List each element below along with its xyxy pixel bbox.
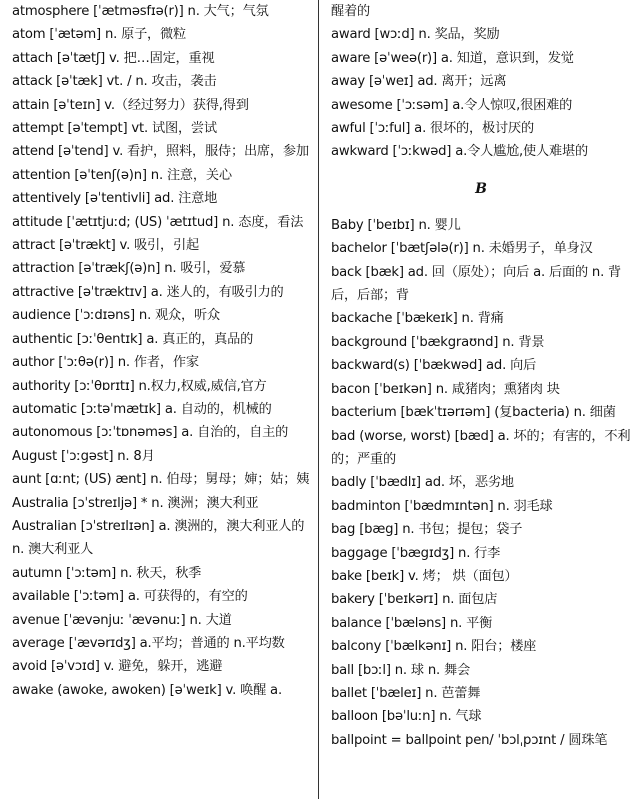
entry-atom: atom [ˈætəm] n. 原子，微粒 xyxy=(12,27,187,43)
entry-august: August [ˈɔːgəst] n. 8月 xyxy=(12,448,155,464)
entry-attitude: attitude [ˈætɪtjuːd; (US) ˈætɪtud] n. 态度，看法 xyxy=(12,214,304,230)
entry-attach: attach [əˈtætʃ] v. 把…固定，重视 xyxy=(12,50,215,66)
entry-bacterium: bacterium [bækˈtɪərɪəm] (复bacteria) n. 细菌 xyxy=(331,405,616,421)
entry-awake-continued: 醒着的 xyxy=(331,4,370,19)
entry-available: available [ˈɔːtəm] a. 可获得的，有空的 xyxy=(12,589,248,605)
entry-aunt: aunt [ɑːnt; (US) ænt] n. 伯母；舅母；婶；姑；姨 xyxy=(12,472,310,488)
entry-bachelor: bachelor [ˈbætʃələ(r)] n. 未婚男子，单身汉 xyxy=(331,241,593,257)
entry-background: background [ˈbækgraʊnd] n. 背景 xyxy=(331,334,545,350)
entry-attempt: attempt [əˈtempt] vt. 试图，尝试 xyxy=(12,121,217,137)
entry-away: away [əˈweɪ] ad. 离开；远离 xyxy=(331,74,507,90)
entry-attention: attention [əˈtenʃ(ə)n] n. 注意，关心 xyxy=(12,167,232,183)
entry-awake: awake (awoke, awoken) [əˈweɪk] v. 唤醒 a. xyxy=(12,682,282,698)
entry-bad: bad (worse, worst) [bæd] a. 坏的；有害的，不利的；严重的 xyxy=(331,428,631,467)
entry-badminton: badminton [ˈbædmɪntən] n. 羽毛球 xyxy=(331,498,553,514)
entry-avenue: avenue [ˈævənjuː ˈævənuː] n. 大道 xyxy=(12,612,232,628)
entry-authentic: authentic [ɔːˈθentɪk] a. 真正的，真品的 xyxy=(12,331,254,347)
entry-author: author [ˈɔːθə(r)] n. 作者，作家 xyxy=(12,355,199,371)
entry-ballpoint: ballpoint = ballpoint pen/ ˈbɔlˌpɔɪnt / 圆珠笔 xyxy=(331,732,608,748)
entry-bacon: bacon [ˈbeɪkən] n. 咸猪肉；熏猪肉 块 xyxy=(331,381,560,397)
entry-ball: ball [bɔːl] n. 球 n. 舞会 xyxy=(331,662,471,678)
entry-authority: authority [ɔːˈθɒrɪtɪ] n.权力,权威,威信,官方 xyxy=(12,378,267,394)
entry-attain: attain [əˈteɪn] v.（经过努力）获得,得到 xyxy=(12,97,249,113)
entry-attend: attend [əˈtend] v. 看护，照料，服侍；出席，参加 xyxy=(12,144,309,160)
entry-backwards: backward(s) [ˈbækwəd] ad. 向后 xyxy=(331,358,537,374)
entry-attract: attract [əˈtrækt] v. 吸引，引起 xyxy=(12,238,200,254)
entry-ballet: ballet [ˈbæleɪ] n. 芭蕾舞 xyxy=(331,685,481,701)
right-column xyxy=(331,0,631,799)
entry-average: average [ˈævərɪdʒ] a.平均；普通的 n.平均数 xyxy=(12,635,285,651)
entry-audience: audience [ˈɔːdɪəns] n. 观众，听众 xyxy=(12,308,220,324)
entry-atmosphere: atmosphere [ˈætməsfɪə(r)] n. 大气；气氛 xyxy=(12,4,269,19)
entry-autumn: autumn [ˈɔːtəm] n. 秋天，秋季 xyxy=(12,565,202,581)
entry-awful: awful [ˈɔːful] a. 很坏的，极讨厌的 xyxy=(331,121,534,137)
entry-baggage: baggage [ˈbægɪdʒ] n. 行李 xyxy=(331,545,501,561)
entry-autonomous: autonomous [ɔːˈtɒnəməs] a. 自治的，自主的 xyxy=(12,425,289,441)
entry-awesome: awesome [ˈɔːsəm] a.令人惊叹,很困难的 xyxy=(331,97,573,113)
entry-back: back [bæk] ad. 回（原处）；向后 a. 后面的 n. 背后，后部；背 xyxy=(331,264,622,304)
entry-bakery: bakery [ˈbeɪkərɪ] n. 面包店 xyxy=(331,592,498,608)
entry-balcony: balcony [ˈbælkənɪ] n. 阳台；楼座 xyxy=(331,639,537,655)
entry-balance: balance [ˈbæləns] n. 平衡 xyxy=(331,615,493,631)
entry-balloon: balloon [bəˈluːn] n. 气球 xyxy=(331,709,482,725)
entry-baby: Baby [ˈbeɪbɪ] n. 婴儿 xyxy=(331,217,461,233)
entry-attack: attack [əˈtæk] vt. / n. 攻击，袭击 xyxy=(12,74,217,90)
entry-attentively: attentively [əˈtentivli] ad. 注意地 xyxy=(12,191,218,207)
column-divider xyxy=(318,0,319,799)
entry-australia: Australia [ɔˈstreɪljə] * n. 澳洲；澳大利亚 xyxy=(12,495,259,511)
entry-attraction: attraction [əˈtrækʃ(ə)n] n. 吸引，爱慕 xyxy=(12,261,246,277)
entry-attractive: attractive [əˈtræktɪv] a. 迷人的，有吸引力的 xyxy=(12,284,284,300)
left-column xyxy=(12,0,312,799)
entry-bag: bag [bæg] n. 书包；提包；袋子 xyxy=(331,522,523,538)
entry-avoid: avoid [əˈvɔɪd] v. 避免，躲开，逃避 xyxy=(12,659,223,675)
entry-awkward: awkward [ˈɔːkwəd] a.令人尴尬,使人难堪的 xyxy=(331,144,588,160)
entry-badly: badly [ˈbædlɪ] ad. 坏，恶劣地 xyxy=(331,475,514,491)
entry-automatic: automatic [ɔːtəˈmætɪk] a. 自动的，机械的 xyxy=(12,401,272,417)
entry-australian: Australian [ɔˈstreɪlɪən] a. 澳洲的，澳大利亚人的 n. 澳大利亚人 xyxy=(12,518,305,558)
section-heading-b: B xyxy=(475,180,487,197)
entry-backache: backache [ˈbækeɪk] n. 背痛 xyxy=(331,311,504,327)
entry-bake: bake [beɪk] v. 烤； 烘（面包） xyxy=(331,568,518,584)
entry-aware: aware [əˈweə(r)] a. 知道，意识到，发觉 xyxy=(331,50,574,66)
entry-award: award [wɔːd] n. 奖品，奖励 xyxy=(331,27,500,43)
